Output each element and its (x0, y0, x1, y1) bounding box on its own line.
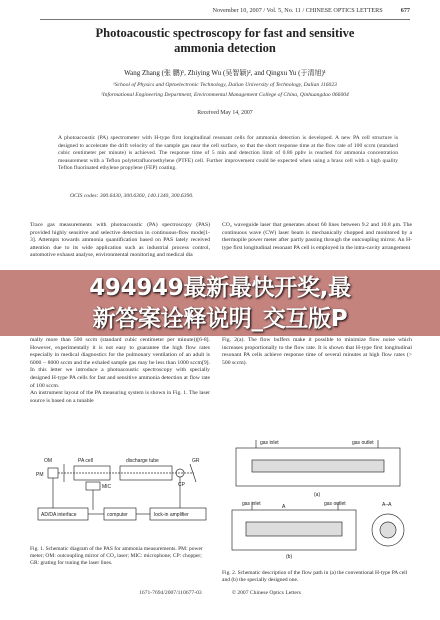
fig2-b-outlet-label: gas outlet (324, 501, 346, 507)
page-number: 677 (400, 7, 410, 14)
authors: Wang Zhang (张 鹏)¹, Zhiying Wu (吴智颖)², and Qingxu Yu (于清旭)¹ (124, 69, 326, 77)
header-rule (40, 19, 410, 20)
fig2-a-caption-label: (a) (314, 492, 321, 498)
fig1-pm-label: PM (36, 472, 44, 478)
footer-code: 1671-7694/2007/110677-03 (139, 590, 202, 596)
page-footer (30, 590, 410, 596)
received-date: Received May 14, 2007 (197, 110, 253, 116)
ad-overlay-text[interactable] (0, 270, 440, 336)
affiliation-2: ²Informational Engineering Department, Environmental Management College of China, Qinhuangdao 066004 (101, 92, 349, 98)
fig2-a-outlet-label: gas outlet (352, 440, 374, 446)
cross-section-inner (380, 522, 396, 538)
journal-issue: November 10, 2007 / Vol. 5, No. 11 / CHINESE OPTICS LETTERS (212, 7, 383, 14)
fig2-b-caption-label: (b) (286, 554, 293, 560)
paper-title: Photoacoustic spectroscopy for fast and sensitive ammonia detection (95, 26, 355, 55)
fig1-discharge-label: discharge tube (126, 458, 159, 464)
fig2-aa-label: A–A (382, 502, 392, 508)
affiliation-1: ¹School of Physics and Optoelectronic Technology, Dalian University of Technology, Dalian 116023 (113, 82, 337, 88)
fig1-gr-label: GR (192, 458, 200, 464)
fig2-a-mark: A (282, 504, 286, 510)
fig2-b-inlet-label: gas inlet (242, 501, 261, 507)
fig1-mic-label: MIC (102, 484, 112, 490)
footer-copyright: © 2007 Chinese Optics Letters (231, 590, 301, 596)
body-left-top: Trace gas measurements with photoacoustic (PA) spectroscopy (PAS) provided highly sensitive and selective detection in continuous-flow mode[1-3]. Attempts towards ammonia quantification based on PAS lately received attention due to its wide application such as industrial process control, automotive exhaust analyse, environmental monitoring and medical dia (30, 222, 210, 259)
figure-2-schematic (222, 438, 418, 562)
fig1-adda-label: AD/DA interface (41, 512, 77, 518)
abstract: A photoacoustic (PA) spectrometer with H-type first longitudinal resonant cells for ammonia detection is developed. A new PA cell structure is designed to accelerate the drift velocity of the sample gas near the cell surface, so that the short response time at the flow rate of 100 sccm (standard cubic centimeter per minute) is achieved. The response time of 5 min and detection limit of 0.86 ppbv is reached for ammonia concentration measurement with a Teflon polytetrafluoroethylene (PTFE) cell. Further improvement could be expected when using a brass cell with a high quality Teflon fluorinated ethylene propylene (FEP) coating. (58, 135, 398, 172)
figure-2-caption: Fig. 2. Schematic description of the flow path in (a) the conventional H-type PA cell and (b) the specially designed one. (222, 570, 408, 583)
ad-overlay-line-1: 494949最新最快开奖,最 (89, 275, 351, 301)
running-header (40, 7, 410, 19)
fig2-a-inlet-label: gas inlet (260, 440, 279, 446)
fig1-cp-label: CP (178, 482, 185, 488)
figure-1-caption: Fig. 1. Schematic diagram of the PAS for ammonia measurements. PM: power meter; OM: outcoupling mirror of CO₂ laser; MIC: microphone; CP: chopper; GR: grating for tuning the laser lines. (30, 546, 203, 566)
body-left-bottom: mally more than 500 sccm (standard cubic centimeter per minute))[6-8]. However, experimentally it is not easy to guarantee the high flow rates especially in medical diagnostics for the pulmonary ventilation of an adult is 6000 − 8000 sccm and the exhaled sample gas may be less than 1000 sccm[9]. In this letter we introduce a photoacoustic spectroscopy with specially designed H-type PA cells for fast and sensitive ammonia detection at flow rate of 100 sccm. An instrument layout of the PA measuring system is shown in Fig. 1. The laser source is based on a tunable (30, 337, 210, 404)
body-right-top: CO₂ waveguide laser that generates about 60 lines between 9.2 and 10.8 μm. The continuous wave (CW) laser beam is mechanically chopped and monitored by a thermopile power meter after partly passing through the outcoupling mirror. An H-type first longitudinal resonant PA cell is employed in the intra-cavity arrangement (222, 222, 412, 251)
fig1-pacell-label: PA cell (78, 458, 93, 464)
cell-a-resonator (252, 460, 384, 472)
cell-b-resonator (246, 522, 342, 536)
fig1-computer-label: computer (107, 512, 128, 518)
ad-overlay-line-2: 新答案诠释说明_交互版P (92, 306, 348, 332)
mic-box (86, 482, 100, 490)
fig1-om-label: OM (44, 458, 53, 464)
figure-1-schematic (34, 446, 212, 542)
power-meter-box (48, 468, 58, 478)
fig1-lockin-label: lock-in amplifier (154, 512, 189, 518)
ocis-codes: OCIS codes: 300.6430, 300.6360, 140.1340, 300.6390. (70, 193, 194, 199)
body-right-bottom: Fig. 2(a). The flow buffers make it possible to minimize flow noise which increases proportionally to the flow rate. It is shown that H-type first longitudinal resonant PA cells achieve response time of several minutes at high flow rates (> 500 sccm). (222, 337, 412, 366)
